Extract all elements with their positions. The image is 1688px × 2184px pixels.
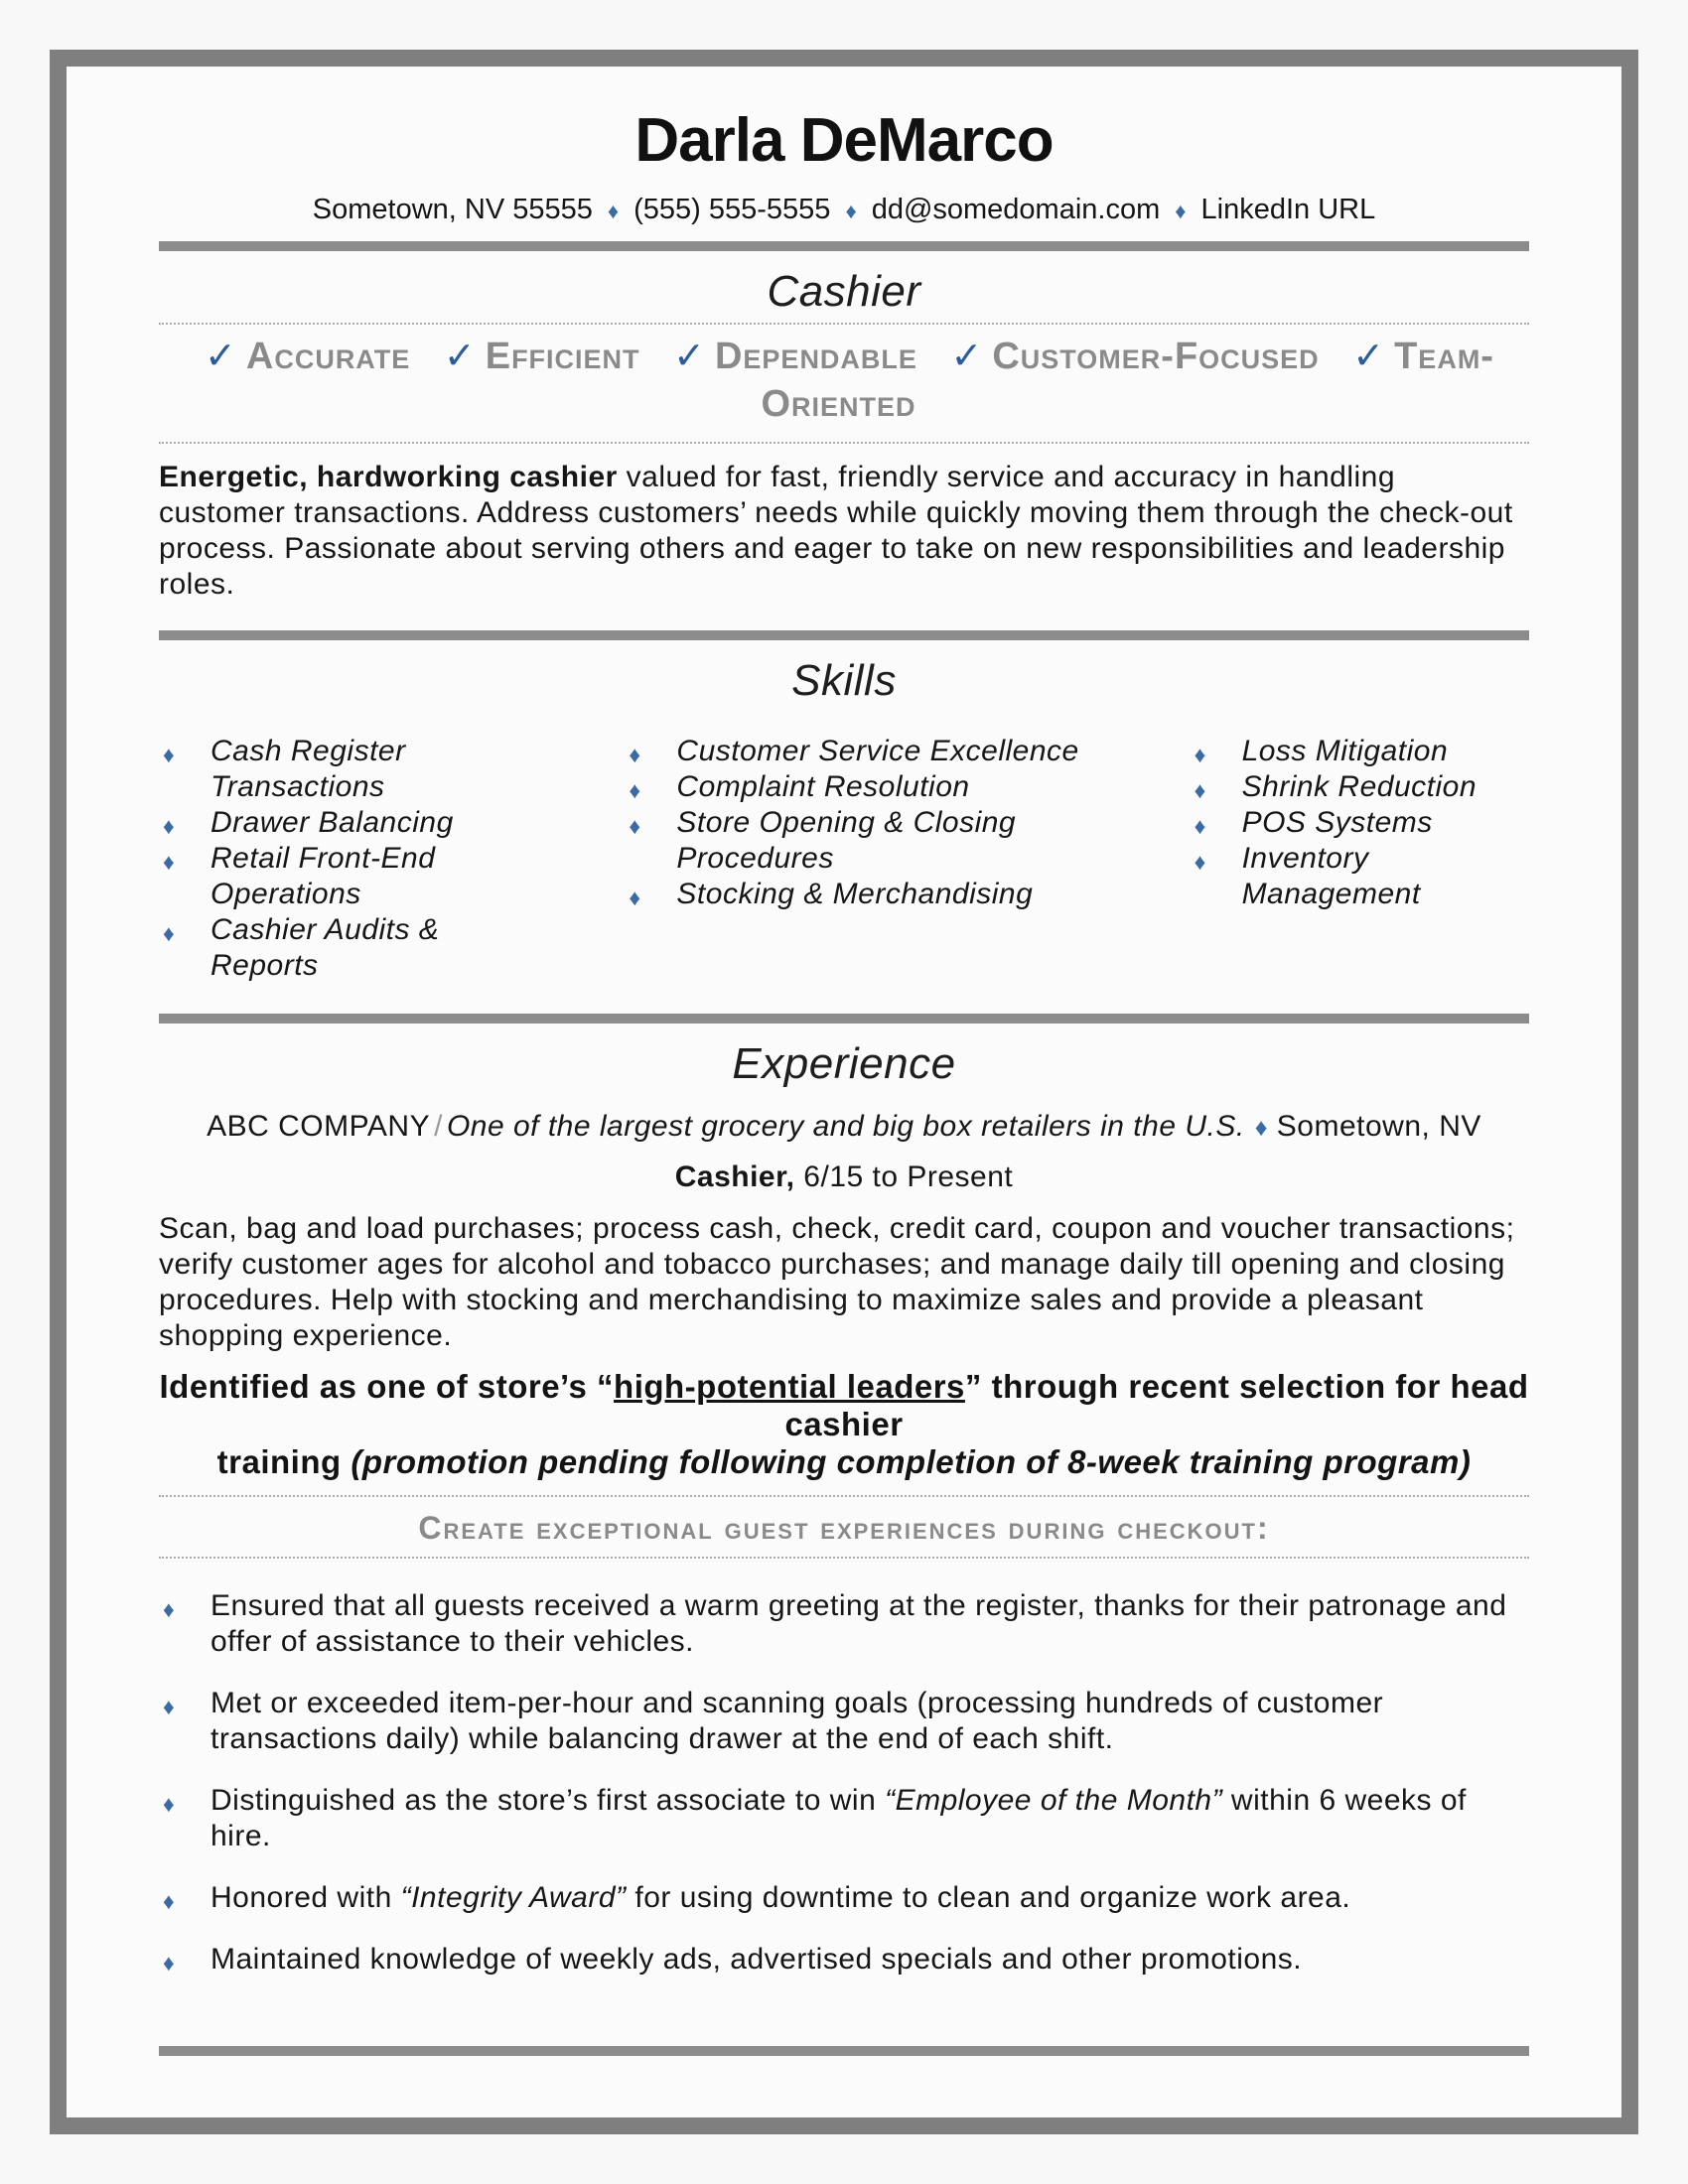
skill-item: [159, 805, 505, 841]
achievement-emphasis: “Integrity Award”: [400, 1881, 627, 1914]
bullet-diamond-icon: ♦: [163, 1596, 176, 1622]
highlight-text: Identified as one of store’s “: [159, 1368, 615, 1405]
skill-label: Drawer Balancing: [211, 806, 454, 839]
highlight-underlined: high-potential leaders: [614, 1368, 965, 1405]
highlight-statement: [159, 1368, 1529, 1443]
skill-label: Retail Front-End Operations: [211, 842, 436, 910]
achievement-text: Ensured that all guests received a warm greeting at the register, thanks for their patronage and offer of assistance to their vehicles.: [211, 1589, 1507, 1658]
skills-columns: [159, 734, 1529, 984]
diamond-separator-icon: ♦: [845, 199, 857, 223]
skill-item: [1191, 734, 1529, 769]
achievement-item: [159, 1783, 1529, 1854]
bullet-diamond-icon: ♦: [163, 1791, 176, 1817]
skill-label: Cash Register Transactions: [211, 735, 406, 803]
skill-label: Shrink Reduction: [1241, 770, 1477, 803]
achievement-text: Met or exceeded item-per-hour and scanning goals (processing hundreds of customer transactions daily) while balancing drawer at the end of each shift.: [211, 1687, 1384, 1755]
skill-item: [625, 734, 1140, 769]
achievement-item: [159, 1942, 1529, 1978]
skill-label: Complaint Resolution: [676, 770, 970, 803]
skill-label: Customer Service Excellence: [676, 735, 1079, 767]
achievement-emphasis: “Employee of the Month”: [885, 1784, 1223, 1817]
checkmark-icon: ✓: [950, 336, 983, 377]
job-dates: 6/15 to Present: [803, 1160, 1014, 1193]
contact-line: [159, 190, 1529, 231]
company-name: ABC COMPANY: [207, 1110, 431, 1143]
dotted-divider: [159, 1495, 1529, 1497]
contact-phone: (555) 555-5555: [633, 194, 831, 225]
skills-column-2: [625, 734, 1140, 984]
company-description: One of the largest grocery and big box retailers in the U.S.: [446, 1110, 1245, 1143]
achievement-item: [159, 1686, 1529, 1757]
section-rule: [159, 241, 1529, 251]
highlight-text: training: [216, 1443, 352, 1480]
dotted-divider: [159, 442, 1529, 444]
bullet-diamond-icon: ♦: [629, 777, 641, 803]
summary-paragraph: [159, 460, 1529, 603]
candidate-name: Darla DeMarco: [634, 106, 1054, 175]
section-title-skills: Skills: [791, 656, 897, 705]
trait-label: Team-Oriented: [761, 336, 1494, 425]
skill-label: Loss Mitigation: [1241, 735, 1449, 767]
checkmark-icon: ✓: [673, 336, 705, 377]
trait-item: [205, 336, 410, 377]
highlight-statement-continued: [159, 1443, 1529, 1481]
highlight-italic: (promotion pending following completion of 8-week training program): [351, 1443, 1472, 1480]
skill-item: [159, 841, 505, 912]
achievement-text: Distinguished as the store’s first associate to win: [211, 1784, 886, 1817]
achievement-text: Honored with: [211, 1881, 401, 1914]
bullet-diamond-icon: ♦: [163, 849, 176, 875]
skill-label: Inventory Management: [1241, 842, 1421, 910]
skill-item: [1191, 805, 1529, 841]
summary-rest: valued for fast, friendly service and accuracy in handling customer transactions. Address customers’ needs while quickly moving them through the check-out process. Passionate about serving others and eager to take on new responsibilities and leadership roles.: [159, 461, 1513, 601]
skill-label: Store Opening & Closing Procedures: [676, 806, 1017, 875]
section-rule: [159, 630, 1529, 640]
achievement-text: Maintained knowledge of weekly ads, advertised specials and other promotions.: [211, 1943, 1303, 1976]
highlight-text: ” through recent selection for head cashier: [784, 1368, 1529, 1442]
achievement-item: [159, 1588, 1529, 1660]
achievements-subheading: Create exceptional guest experiences during checkout:: [418, 1510, 1270, 1546]
skill-item: [1191, 769, 1529, 805]
skill-item: [159, 912, 505, 984]
skill-item: [1191, 841, 1529, 912]
skill-label: Stocking & Merchandising: [676, 878, 1034, 910]
bullet-diamond-icon: ♦: [629, 742, 641, 767]
bullet-diamond-icon: ♦: [629, 813, 641, 839]
company-line: [159, 1109, 1529, 1146]
job-title-line: [159, 1160, 1529, 1195]
section-title-cashier: Cashier: [767, 267, 921, 316]
bullet-diamond-icon: ♦: [1194, 777, 1206, 803]
skill-item: [625, 877, 1140, 912]
achievement-text: within 6 weeks of hire.: [211, 1784, 1467, 1852]
bullet-diamond-icon: ♦: [1194, 849, 1206, 875]
trait-item: [951, 336, 1320, 377]
diamond-separator-icon: ♦: [1175, 199, 1187, 223]
diamond-separator-icon: ♦: [1254, 1114, 1268, 1142]
job-title: Cashier,: [674, 1160, 795, 1193]
achievements-list: [159, 1588, 1529, 1978]
bullet-diamond-icon: ♦: [163, 1694, 176, 1719]
trait-item: [673, 336, 917, 377]
bullet-diamond-icon: ♦: [1194, 742, 1206, 767]
skill-label: POS Systems: [1241, 806, 1433, 839]
trait-label: Customer-Focused: [992, 336, 1320, 377]
skills-column-1: [159, 734, 505, 984]
diamond-separator-icon: ♦: [607, 199, 620, 223]
bullet-diamond-icon: ♦: [163, 1950, 176, 1976]
skills-column-3: [1191, 734, 1529, 984]
achievement-text: for using downtime to clean and organize work area.: [626, 1881, 1351, 1914]
job-description: Scan, bag and load purchases; process cash, check, credit card, coupon and voucher transactions; verify customer ages for alcohol and tobacco purchases; and manage daily till opening and closing procedures. Help with stocking and merchandising to maximize sales and provide a pleasant shopping experience.: [159, 1212, 1515, 1352]
trait-label: Dependable: [714, 336, 917, 377]
contact-linkedin: LinkedIn URL: [1200, 194, 1376, 225]
dotted-divider: [159, 1557, 1529, 1559]
bullet-diamond-icon: ♦: [163, 920, 176, 946]
section-rule: [159, 2046, 1529, 2056]
summary-lead: Energetic, hardworking cashier: [159, 461, 618, 493]
checkmark-icon: ✓: [205, 336, 236, 377]
company-separator: /: [434, 1110, 443, 1143]
trait-label: Efficient: [485, 336, 640, 377]
resume-page: [50, 50, 1638, 2134]
traits-line: [159, 325, 1529, 438]
achievement-item: [159, 1880, 1529, 1916]
section-rule: [159, 1014, 1529, 1024]
skill-label: Cashier Audits & Reports: [211, 913, 440, 982]
skill-item: [625, 805, 1140, 877]
trait-label: Accurate: [245, 336, 411, 377]
skill-item: [159, 734, 505, 805]
contact-location: Sometown, NV 55555: [312, 194, 593, 225]
bullet-diamond-icon: ♦: [163, 742, 176, 767]
checkmark-icon: ✓: [1352, 336, 1385, 377]
bullet-diamond-icon: ♦: [629, 885, 641, 910]
trait-item: [444, 336, 640, 377]
bullet-diamond-icon: ♦: [163, 1888, 176, 1914]
checkmark-icon: ✓: [443, 336, 476, 377]
company-location: Sometown, NV: [1276, 1110, 1481, 1143]
section-title-experience: Experience: [732, 1039, 956, 1088]
skill-item: [625, 769, 1140, 805]
bullet-diamond-icon: ♦: [163, 813, 176, 839]
contact-email: dd@somedomain.com: [871, 194, 1161, 225]
bullet-diamond-icon: ♦: [1194, 813, 1206, 839]
